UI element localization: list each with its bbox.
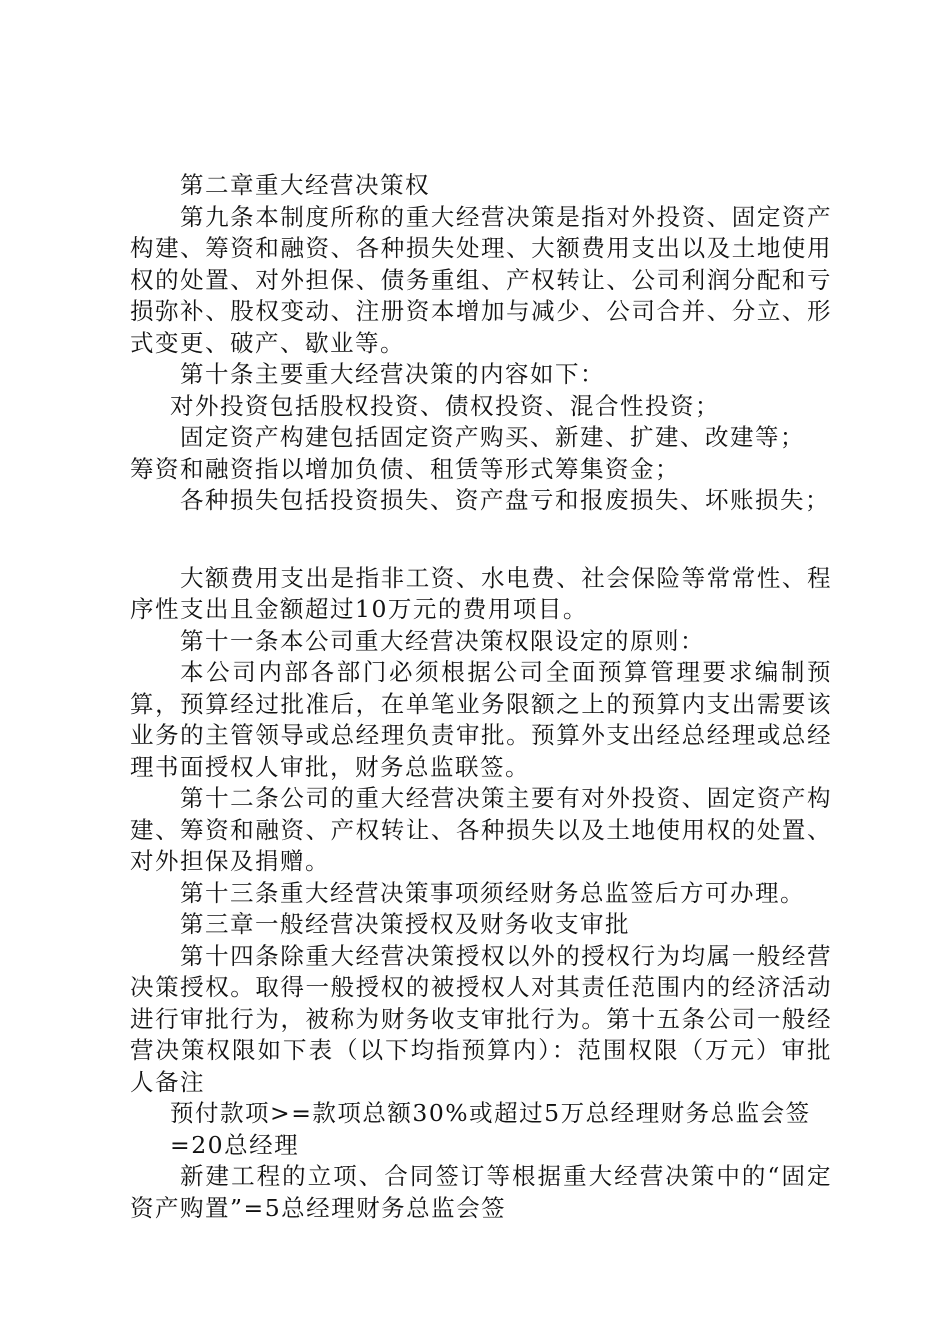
article-10: 第十条主要重大经营决策的内容如下：	[180, 360, 605, 388]
item-fixed-assets: 固定资产构建包括固定资产购买、新建、扩建、改建等；	[180, 423, 805, 451]
article-11-body: 本公司内部各部门必须根据公司全面预算管理要求编制预算，预算经过批准后，在单笔业务限额之上的预算内支出需要该业务的主管领导或总经理负责审批。预算外支出经总经理或总经理书面授权人审批，财务总监联签。	[130, 658, 832, 781]
article-14: 第十四条除重大经营决策授权以外的授权行为均属一般经营决策授权。取得一般授权的被授权人对其责任范围内的经济活动进行审批行为，被称为财务收支审批行为。第十五条公司一般经营决策权限如下表（以下均指预算内）：范围权限（万元）审批人备注	[130, 941, 832, 1096]
chapter-heading-2: 第二章重大经营决策权	[180, 171, 430, 199]
table-row-general-manager: =20总经理	[170, 1130, 300, 1159]
document-body	[130, 170, 832, 1224]
item-large-expenses: 大额费用支出是指非工资、水电费、社会保险等常常性、程序性支出且金额超过10万元的费用项目。	[130, 563, 832, 623]
article-12: 第十二条公司的重大经营决策主要有对外投资、固定资产构建、筹资和融资、产权转让、各种损失以及土地使用权的处置、对外担保及捐赠。	[130, 784, 832, 875]
chapter-heading-3: 第三章一般经营决策授权及财务收支审批	[180, 910, 630, 938]
blank-line	[130, 517, 832, 563]
item-losses: 各种损失包括投资损失、资产盘亏和报废损失、坏账损失；	[180, 486, 830, 514]
article-11: 第十一条本公司重大经营决策权限设定的原则：	[180, 626, 705, 655]
article-9: 第九条本制度所称的重大经营决策是指对外投资、固定资产构建、筹资和融资、各种损失处理、大额费用支出以及土地使用权的处置、对外担保、债务重组、产权转让、公司利润分配和亏损弥补、股权变动、注册资本增加与减少、公司合并、分立、形式变更、破产、歇业等。	[130, 202, 832, 357]
item-financing: 筹资和融资指以增加负债、租赁等形式筹集资金；	[130, 454, 680, 483]
table-row-new-construction: 新建工程的立项、合同签订等根据重大经营决策中的“固定资产购置”=5总经理财务总监会签	[130, 1162, 832, 1222]
table-row-prepayment: 预付款项>=款项总额30%或超过5万总经理财务总监会签	[170, 1099, 811, 1127]
article-13: 第十三条重大经营决策事项须经财务总监签后方可办理。	[180, 878, 805, 907]
item-external-investment: 对外投资包括股权投资、债权投资、混合性投资；	[170, 391, 720, 420]
